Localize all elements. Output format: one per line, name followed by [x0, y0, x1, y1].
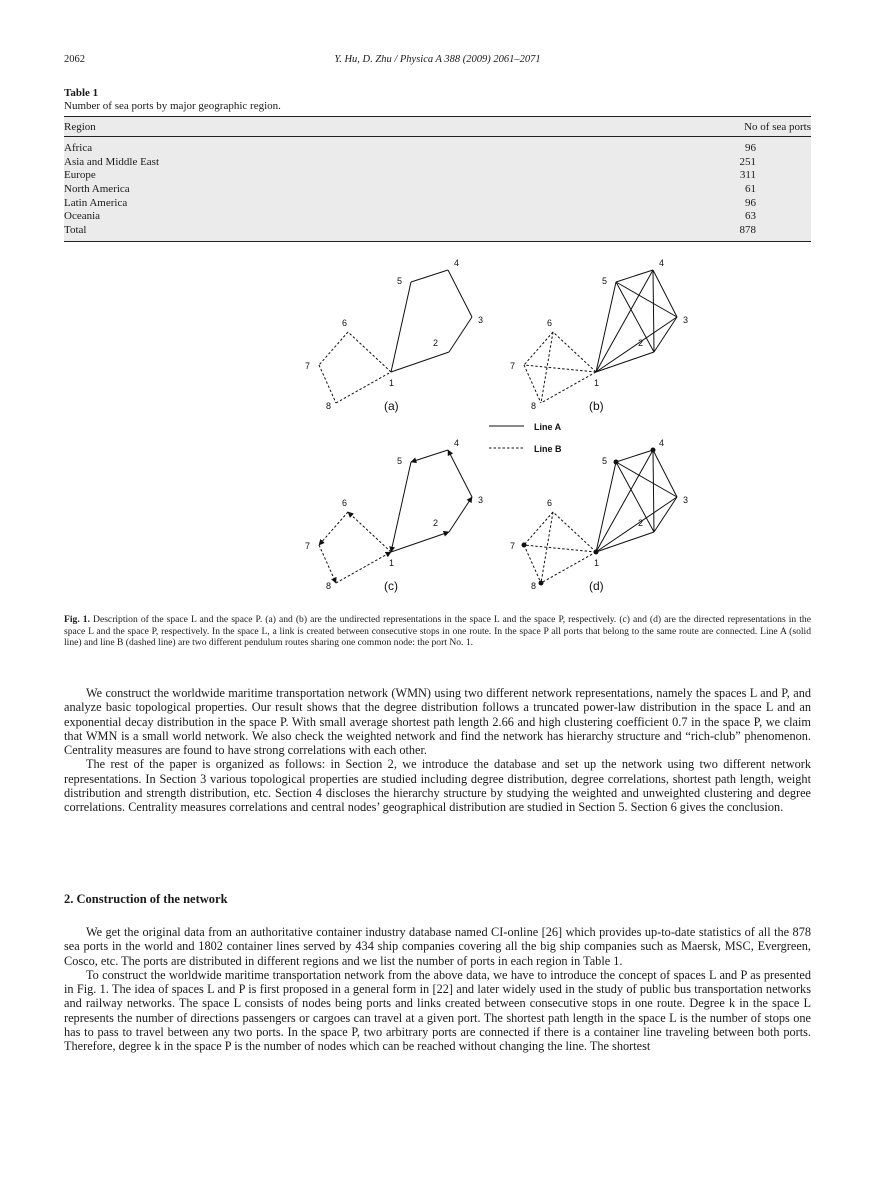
node-marker	[594, 550, 599, 555]
region-cell: Asia and Middle East	[64, 155, 160, 168]
paragraph: We get the original data from an authoritative container industry database named CI-online [26] which provides up-to-date statistics of all the 878 sea ports in the world and 1802 container lines served by 434 ship companies covering all the big ship companies such as Maersk, MSC, Evergreen, Cosco, etc. The ports are distributed in different regions and we list the number of ports in each region in Table 1.	[64, 925, 811, 968]
line-a-link	[596, 317, 677, 372]
ports-cell: 63	[745, 210, 756, 223]
node-label: 7	[510, 361, 516, 371]
ports-cell: 878	[739, 224, 756, 237]
ports-cell: 96	[745, 196, 756, 209]
region-cell: Europe	[64, 169, 96, 182]
line-a-link	[448, 270, 472, 317]
node-label: 7	[305, 361, 311, 371]
legend-label-b: Line B	[534, 444, 562, 454]
journal-citation: Y. Hu, D. Zhu / Physica A 388 (2009) 2061–2071	[334, 54, 541, 65]
node-label: 8	[326, 581, 332, 591]
node-label: 8	[531, 581, 537, 591]
figure-caption	[64, 614, 811, 649]
node-label: 5	[602, 276, 608, 286]
node-marker	[539, 581, 544, 586]
legend-label-a: Line A	[534, 422, 562, 432]
table-row	[64, 224, 811, 238]
line-a-link	[653, 270, 654, 352]
node-label: 4	[454, 258, 460, 268]
paragraph: We construct the worldwide maritime transportation network (WMN) using two different network representations, namely the spaces L and P, and analyze basic topological properties. Our result shows that the degree distribution follows a truncated power-law distribution in the space L and an exponential decay distribution in the space P. With small average shortest path length 2.66 and high clustering coefficient 0.7 in the space P, we claim that WMN is a small world network. We also check the weighted network and find the network has hierarchy structure and “rich-club” phenomenon. Centrality measures are found to have strong correlations with each other.	[64, 686, 811, 758]
node-label: 1	[594, 378, 600, 388]
line-a-link	[391, 462, 411, 552]
line-b-link	[524, 545, 596, 552]
node-label: 8	[531, 401, 537, 411]
node-label: 4	[454, 438, 460, 448]
node-label: 3	[478, 315, 484, 325]
line-a-link	[654, 497, 677, 532]
line-a-link	[596, 462, 616, 552]
table-row	[64, 142, 811, 156]
line-b-link	[553, 512, 596, 552]
node-label: 7	[305, 541, 311, 551]
paragraph: To construct the worldwide maritime transportation network from the above data, we have to introduce the concept of spaces L and P as presented in Fig. 1. The idea of spaces L and P is first proposed in a general form in [22] and later widely used in the study of public bus transportation networks and railway networks. The space L consists of nodes being ports and links created between consecutive stops in one route. Degree k in the space L represents the number of directions passengers or cargoes can travel at a given port. The shortest path length in the space L is the number of stops one has to pass to travel between any two ports. In the space P, two arbitrary ports are connected if there is a container line traveling between both ports. Therefore, degree k in the space P is the number of nodes which can be reached without changing the line. The shortest	[64, 967, 811, 1054]
node-label: 6	[342, 498, 348, 508]
running-header	[64, 54, 811, 68]
node-label: 1	[389, 378, 395, 388]
line-a-link	[448, 450, 472, 497]
line-b-link	[336, 372, 391, 403]
node-label: 2	[433, 518, 439, 528]
line-a-link	[411, 270, 448, 282]
line-b-link	[541, 552, 596, 583]
region-cell: Total	[64, 224, 87, 237]
section-2-text	[64, 925, 811, 1054]
region-cell: Africa	[64, 142, 93, 154]
panel-label: (b)	[589, 399, 604, 413]
ports-cell: 251	[739, 155, 756, 168]
ports-cell: 96	[745, 142, 756, 154]
line-b-link	[319, 332, 348, 365]
line-a-link	[596, 282, 616, 372]
node-marker	[651, 448, 656, 453]
region-cell: Latin America	[64, 196, 128, 209]
line-a-link	[391, 352, 449, 372]
ports-cell: 61	[745, 183, 756, 196]
line-a-link	[449, 317, 472, 352]
node-marker	[522, 543, 527, 548]
line-a-link	[411, 450, 448, 462]
line-b-link	[336, 552, 391, 583]
node-label: 6	[342, 318, 348, 328]
intro-text	[64, 686, 811, 815]
line-a-link	[653, 450, 654, 532]
region-cell: Oceania	[64, 210, 101, 223]
line-a-link	[596, 532, 654, 552]
table-row	[64, 210, 811, 224]
node-label: 8	[326, 401, 332, 411]
line-a-link	[596, 497, 677, 552]
figure-caption-text: Description of the space L and the space P. (a) and (b) are the undirected representations in the space L and the space P, respectively. (c) and (d) are the directed representations in the space L and the space P, respectively. In the space L, a link is created between consecutive stops in one route. In the space P all ports that belong to the same route are connected. Line A (solid line) and line B (dashed line) are two different pendulum routes sharing one common node: the port No. 1.	[64, 614, 811, 649]
line-a-link	[654, 317, 677, 352]
table-caption: Number of sea ports by major geographic region.	[64, 100, 281, 112]
column-header-region: Region	[64, 121, 96, 133]
panel-label: (a)	[384, 399, 399, 413]
node-label: 3	[683, 495, 689, 505]
section-heading: 2. Construction of the network	[64, 892, 228, 906]
table-row	[64, 197, 811, 211]
node-label: 4	[659, 438, 665, 448]
table-row	[64, 183, 811, 197]
line-b-link	[524, 365, 596, 372]
node-label: 3	[478, 495, 484, 505]
line-a-link	[391, 282, 411, 372]
line-b-link	[348, 512, 391, 552]
region-cell: North America	[64, 183, 130, 196]
node-label: 7	[510, 541, 516, 551]
table-body	[64, 137, 811, 241]
line-b-link	[319, 512, 348, 545]
line-b-link	[524, 365, 541, 403]
node-label: 6	[547, 498, 553, 508]
column-header-ports: No of sea ports	[744, 121, 811, 133]
ports-cell: 311	[739, 169, 756, 182]
page-number: 2062	[64, 54, 85, 65]
node-label: 6	[547, 318, 553, 328]
paragraph: The rest of the paper is organized as follows: in Section 2, we introduce the database and set up the network using two different network representations. In Section 3 various topological properties are studied including degree distribution, degree correlations, shortest path length, weight distribution and strength distribution, etc. Section 4 discloses the hierarchy structure by studying the weighted and unweighted clustering and degree correlations. Centrality measures correlations and central nodes’ geographical distribution are studied in Section 5. Section 6 gives the conclusion.	[64, 757, 811, 815]
node-label: 2	[638, 518, 644, 528]
network-diagram	[234, 255, 714, 600]
node-label: 3	[683, 315, 689, 325]
line-b-link	[541, 372, 596, 403]
node-label: 2	[638, 338, 644, 348]
line-a-link	[449, 497, 472, 532]
panel-label: (c)	[384, 579, 398, 593]
node-label: 5	[397, 456, 403, 466]
figure-1	[234, 255, 714, 600]
table-title: Table 1	[64, 87, 99, 99]
table-header-row	[64, 117, 811, 137]
line-a-link	[596, 352, 654, 372]
line-a-link	[391, 532, 449, 552]
node-label: 4	[659, 258, 665, 268]
line-b-link	[319, 365, 336, 403]
line-b-link	[348, 332, 391, 372]
node-marker	[614, 460, 619, 465]
node-label: 2	[433, 338, 439, 348]
node-label: 5	[602, 456, 608, 466]
node-label: 1	[389, 558, 395, 568]
node-label: 5	[397, 276, 403, 286]
panel-label: (d)	[589, 579, 604, 593]
table-row	[64, 169, 811, 183]
figure-caption-label: Fig. 1.	[64, 614, 90, 625]
line-b-link	[319, 545, 336, 583]
line-b-link	[524, 545, 541, 583]
node-label: 1	[594, 558, 600, 568]
table-row	[64, 156, 811, 170]
line-b-link	[553, 332, 596, 372]
sea-ports-table	[64, 116, 811, 242]
